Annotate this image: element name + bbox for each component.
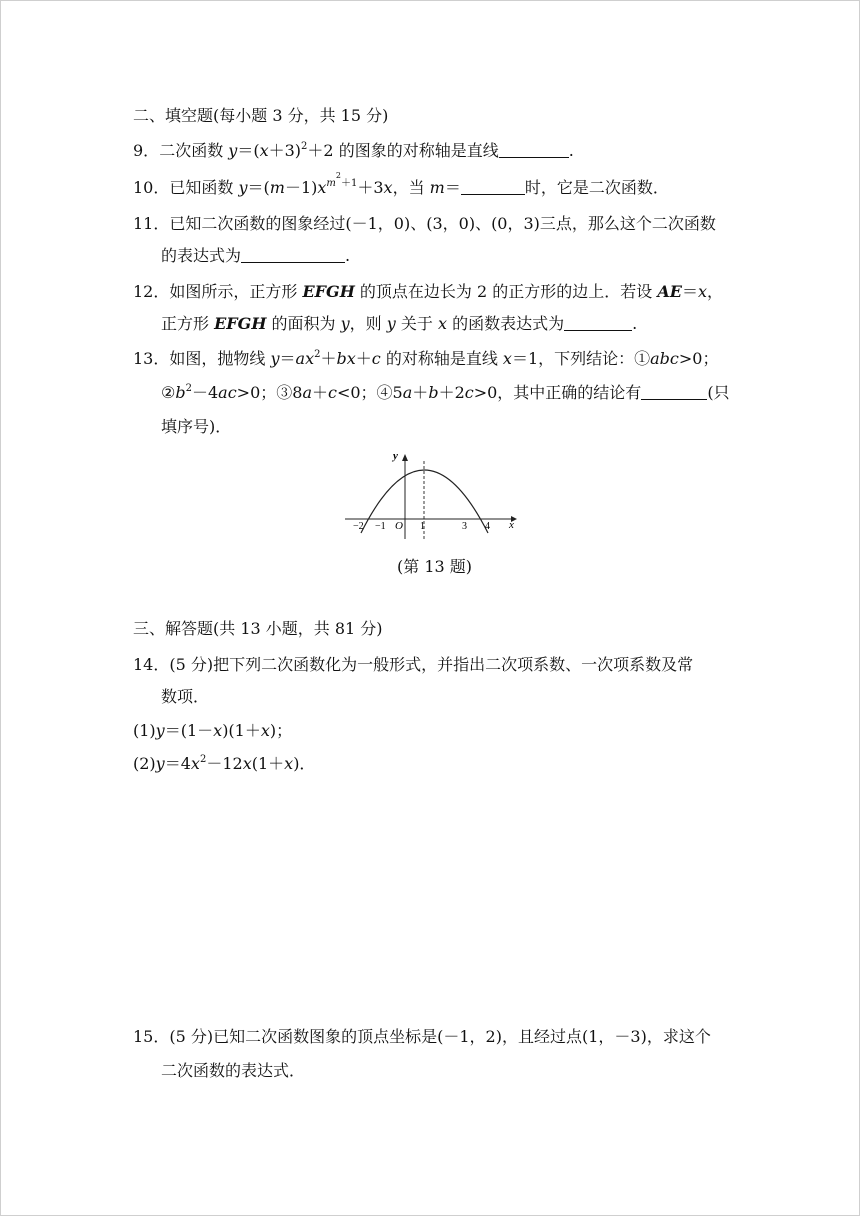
question-13-line2: $②b^2-4ac>0$；③8a＋c<0；④5a＋b＋2c>0，其中正确的结论有 (只 [161,382,730,402]
answer-blank[interactable] [499,143,569,158]
y-axis-arrow [402,454,408,461]
figure-caption: (第 13 题) [397,557,473,576]
answer-blank[interactable] [461,180,525,195]
question-11: 11．已知二次函数的图象经过(－1，0)、(3，0)、(0，3)三点，那么这个二次函数 [133,214,716,233]
origin-label: O [395,520,403,532]
tick-label: 1 [420,521,425,532]
question-10: 10．已知函数 $y=(m-1)x^{m^2+1}+3x$，当 m＝ 时，它是二次函数． [133,171,669,197]
section-heading-solve: 三、解答题(共 13 小题，共 81 分) [133,619,383,638]
question-14-line2: 数项． [161,687,210,706]
tick-label: −1 [375,521,386,532]
question-14-part2: $(2)y=4x^2-12x(1+x)$． [133,753,316,773]
question-11-line2: 的表达式为 . [161,246,351,265]
question-15-line2: 二次函数的表达式． [161,1061,306,1080]
parabola-figure [341,449,521,541]
question-13-line3: 填序号)． [161,417,232,436]
tick-label: 3 [462,521,467,532]
x-axis-label: x [509,519,514,531]
y-axis-label: y [393,450,398,462]
question-12: 12．如图所示，正方形 EFGH 的顶点在边长为 2 的正方形的边上．若设 AE＝x， [133,282,724,301]
answer-blank[interactable] [641,385,707,400]
answer-blank[interactable] [241,248,345,263]
question-13: 13．如图，抛物线 $y=ax^2+bx+c$ 的对称轴是直线 x＝1，下列结论：①abc>0； [133,348,719,368]
tick-label: −2 [353,521,364,532]
question-14-part1: (1)y＝(1－x)(1＋x)； [133,721,293,740]
tick-label: 4 [485,521,490,532]
answer-blank[interactable] [564,316,632,331]
question-9: 9．二次函数 $y=(x+3)^2+2$ 的图象的对称轴是直线 . [133,140,574,160]
section-heading-fill-in: 二、填空题(每小题 3 分，共 15 分) [133,106,389,125]
question-15: 15．(5 分)已知二次函数图象的顶点坐标是(－1，2)，且经过点(1，－3)，求这个 [133,1027,711,1046]
question-12-line2: 正方形 EFGH 的面积为 y，则 y 关于 x 的函数表达式为 . [161,314,638,333]
question-14: 14．(5 分)把下列二次函数化为一般形式，并指出二次项系数、一次项系数及常 [133,655,694,674]
